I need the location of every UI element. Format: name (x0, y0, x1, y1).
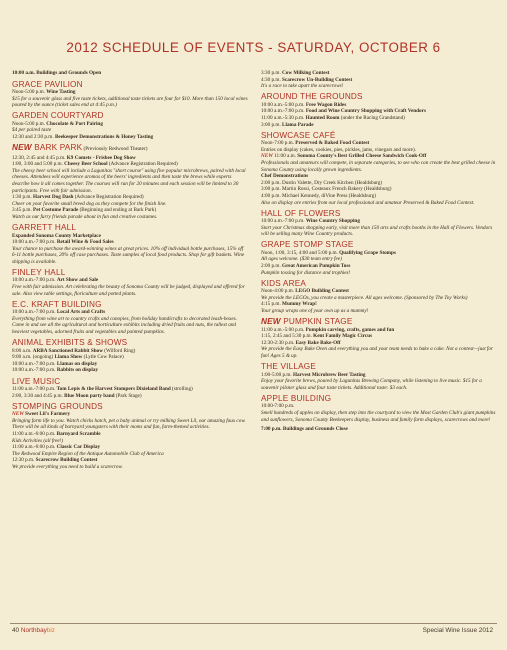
event-section (12, 223, 248, 265)
section-heading (261, 394, 499, 403)
left-column (12, 70, 248, 473)
event-section (261, 279, 499, 315)
event-time: 10:00 a.m.-7:00 p.m. (12, 367, 57, 374)
event-time: 12:30, 2:45 and 4:45 p.m. (12, 154, 67, 161)
event-item (12, 354, 248, 361)
section-heading (12, 80, 248, 89)
event-description: Pumpkin tossing for distance and trophies! (261, 269, 351, 276)
section-note-text: (Previously Redwood Theater) (82, 146, 148, 153)
event-note: (Lytle Cow Palace) (82, 354, 124, 361)
event-item (12, 457, 248, 464)
event-item (12, 309, 248, 316)
event-time: 3:45 p.m. (12, 207, 34, 214)
opening-time: 10:00 a.m. Buildings and Grounds Open (12, 70, 102, 76)
event-title: Beekeeper Demonstrations & Honey Tasting (54, 133, 154, 140)
event-subheading (12, 233, 248, 240)
section-name: AROUND THE GROUNDS (261, 92, 363, 102)
event-title: Scarecrow Un-Building Contest (282, 76, 353, 83)
event-item (12, 444, 248, 451)
section-name: GARRETT HALL (12, 223, 77, 233)
event-note: (Beginning and ending at Bark Park) (78, 207, 157, 214)
section-heading (12, 338, 248, 347)
event-title: Easy Bake Bake-Off (295, 339, 341, 346)
event-title: Free Wagon Rides (305, 101, 347, 108)
event-title: Blue Moon party band (64, 392, 115, 399)
section-name: KIDS AREA (261, 278, 307, 288)
event-title: Rabbits on display (56, 367, 99, 374)
event-section (12, 143, 248, 220)
event-description: Cheer on your favorite small breed dog as they compete for the finish line. (12, 200, 167, 207)
event-time: 2:00 p.m. (261, 263, 283, 270)
event-item (12, 134, 248, 141)
event-item (261, 115, 499, 122)
event-title: Tom Lepis & the Harvest Stompers Dixieland Band (56, 386, 171, 392)
section-heading (261, 362, 499, 371)
event-time: 8:00 a.m. (12, 347, 33, 354)
section-name: GRAPE STOMP STAGE (261, 240, 354, 250)
event-item (12, 194, 248, 201)
event-item (261, 102, 499, 109)
event-title: Kent Family Magic Circus (313, 333, 373, 340)
event-item (12, 207, 248, 214)
event-note: (under the Racing Grandstand) (339, 114, 405, 121)
event-note: (Advance Registration Required) (73, 194, 144, 201)
event-title: Haunted Room (305, 114, 340, 121)
event-time: Noon-5:00 p.m. (12, 89, 47, 95)
event-title: Retail Wine & Food Sales (56, 239, 114, 246)
event-title: Qualifying Grape Stomps (339, 249, 396, 256)
event-title: Food and Wine Country Shopping with Craft Vendors (305, 108, 426, 115)
event-title: Chocolate & Port Pairing (46, 120, 103, 127)
event-section (261, 317, 499, 359)
event-time: 10:00 a.m.-7:00 p.m. (261, 218, 306, 225)
event-description: Everything from wine art to country crafts and canopies, from holiday handicrafts to decorated leash-boxes. Come in and see all the agricultural and horticulture exhibits including dried fruits and nuts, the tallest and heaviest vegetables, adorned fruits and vegetables and painted pumpkins. (12, 315, 237, 336)
event-description: Smell hundreds of apples on display, then step into the courtyard to view the Most Garden Club's giant pumpkins and sunflowers, Sonoma County Beekeepers display, business and family farm displays, scarecrows and more! (261, 409, 496, 423)
event-section (12, 338, 248, 374)
section-name: FINLEY HALL (12, 268, 66, 278)
event-time: 10:00 a.m.-5:00 p.m. (261, 101, 306, 108)
section-name: BARK PARK (34, 143, 83, 153)
event-note: (Advance Registration Required) (107, 161, 178, 168)
event-time: 10:00 a.m.-7:00 p.m. (12, 277, 57, 284)
event-time: 10:00 a.m.-7:00 p.m. (12, 360, 57, 367)
event-section (261, 209, 499, 238)
event-time: 11:00 a.m. (274, 153, 298, 160)
event-section (261, 70, 499, 90)
event-time: Noon-5:00 p.m. (12, 120, 47, 127)
event-title: Llamas on display (56, 360, 98, 367)
event-title: Harvest Microbrew Beer Tasting (293, 371, 366, 378)
footer-left (12, 627, 55, 634)
event-title: Art Show and Sale (56, 277, 99, 284)
event-time: 12:30 and 2:30 p.m. (12, 133, 55, 140)
event-section (12, 402, 248, 471)
event-item (12, 89, 248, 96)
event-description: $4 per paired taste (12, 127, 52, 134)
section-heading (261, 240, 499, 249)
section-name: STOMPING GROUNDS (12, 401, 103, 411)
new-badge: NEW (12, 143, 32, 153)
event-time: 11:00 a.m.-6:00 p.m. (12, 444, 57, 451)
event-time: 3:30 p.m. (261, 70, 283, 76)
section-name: PUMPKIN STAGE (283, 317, 353, 327)
event-description: Professionals and amateurs will compete, in separate categories, to see who can create the best grilled cheese in Sonoma County using locally grown ingredients. (261, 159, 496, 173)
section-heading (12, 143, 248, 154)
event-line: 4:00 p.m. Michael Kennedy, diVine Press (Healdsburg) (261, 192, 376, 199)
event-title: Local Arts and Crafts (56, 309, 106, 316)
event-description: Free with fair admission. Art celebrating the beauty of Sonoma County will be judged, displayed and offered for sale. Also view table settings, floriculture and potted plants. (12, 284, 245, 297)
event-item (12, 393, 248, 400)
event-note: (strolling) (170, 386, 193, 392)
section-heading (261, 92, 499, 101)
event-time: 10:00 a.m.-7:00 p.m. (12, 309, 57, 316)
event-time: 11:00 a.m.-5:00 p.m. (261, 326, 306, 333)
event-subheading (261, 173, 499, 180)
event-item (12, 431, 248, 438)
event-item (261, 122, 499, 129)
event-title: Pet Costume Parade (33, 207, 79, 214)
event-section (12, 300, 248, 336)
event-description: Also on display are entries from our local professional and amateur Preserved & Baked Food Contest. (261, 199, 475, 206)
section-name: APPLE BUILDING (261, 393, 332, 403)
event-item (261, 263, 499, 270)
event-title: Sweet Lil's Farmery (25, 411, 71, 418)
event-time: 11:00 a.m.-5:30 p.m. (261, 114, 306, 121)
event-title: Pumpkin carving, crafts, games and fun (305, 326, 395, 333)
event-section (12, 377, 248, 400)
event-time: Noon, 1:00, 3:15, 4:00 and 5:00 p.m. (261, 249, 340, 256)
section-heading (261, 279, 499, 288)
event-item (261, 77, 499, 84)
section-heading (12, 402, 248, 411)
event-time: Noon-4:00 p.m. (261, 288, 296, 295)
event-title: Llama Parade (282, 121, 314, 128)
event-description: We provide the LEGOs, you create a masterpiece. All ages welcome. (Sponsored by The Toy Works) (261, 294, 468, 301)
section-heading (12, 377, 248, 386)
event-time: 4:15 p.m. (261, 301, 283, 308)
new-badge: NEW (261, 317, 281, 327)
event-time: 2:00, 3:30 and 4:45 p.m. (12, 392, 65, 399)
event-title: Classic Car Display (56, 444, 101, 451)
event-line: 3:00 p.m. Martin Rossi, Costeaux French Bakery (Healdsburg) (261, 186, 392, 193)
event-time: 12:30-2:30 p.m. (261, 339, 296, 346)
event-item (12, 361, 248, 368)
event-time: 1:00-5:00 p.m. (261, 371, 293, 378)
event-time: Noon-7:00 p.m. (261, 140, 296, 147)
event-title: Cow Milking Contest (282, 70, 330, 76)
event-time: 11:00 a.m.-6:00 p.m. (12, 430, 57, 437)
event-description: Bringing farm life to you. Watch chicks hatch, pet a baby animal or try milking Sweet Lil, our amazing faux cow. There will be all kinds of barnyard youngsters with their moms and fun, farm-themed activities. (12, 417, 246, 431)
page-number: 40 (12, 627, 20, 634)
event-title: Harvest Dog Dash (33, 194, 74, 201)
event-section (12, 80, 248, 109)
section-name: HALL OF FLOWERS (261, 208, 341, 218)
event-section (261, 394, 499, 423)
event-item (261, 403, 499, 410)
event-description: Watch as our furry friends parade about in fun and creative costumes. (12, 213, 158, 220)
event-title: Preserved & Baked Food Contest (295, 140, 370, 147)
event-section (12, 111, 248, 140)
event-description: Kids Activities (all free!) (12, 437, 64, 444)
event-item (12, 161, 248, 168)
event-description: Your chance to purchase the award-winning wines at great prices. 10% off individual bottle purchases, 15% off 6-11 bottle purchases, 20% off case purchases. Taste samples of local food products. Shop for gift baskets. Wine shipping is available. (12, 245, 245, 265)
event-title: Cheesy Beer School (64, 161, 108, 168)
section-heading (261, 131, 499, 140)
page-title: 2012 SCHEDULE OF EVENTS - SATURDAY, OCTOBER 6 (66, 40, 441, 55)
event-time: 11:00 a.m.-7:00 p.m. (12, 386, 57, 392)
event-description: Start your Christmas shopping early, visit more than 150 arts and crafts booths in the Hall of Flowers. Vendors will be selling many Wine Country products. (261, 224, 493, 238)
publication-brand: Northbaybiz (20, 627, 55, 634)
new-badge: NEW (12, 411, 24, 418)
event-time: 1:15, 2:45 and 5:30 p.m. (261, 333, 314, 340)
event-title: LEGO Building Contest (295, 288, 349, 295)
event-title: Sonoma County's Best Grilled Cheese Sandwich Cook-Off (297, 153, 427, 160)
event-item (12, 411, 248, 418)
right-column (261, 70, 499, 433)
event-description: It's a race to take apart the scarecrows! (261, 83, 344, 90)
section-name: GRACE PAVILION (12, 79, 83, 89)
event-subheading-text: Chef Demonstrations (261, 173, 309, 180)
event-time: 3:00 p.m. (261, 121, 283, 128)
section-heading (12, 111, 248, 120)
section-heading (261, 209, 499, 218)
event-time: 9:00 a.m. (ongoing) (12, 354, 55, 361)
event-note: (Wilford Ring) (102, 347, 136, 354)
event-description: All ages welcome. ($30 team entry fee) (261, 256, 342, 263)
event-item (261, 70, 499, 77)
section-name: ANIMAL EXHIBITS & SHOWS (12, 338, 128, 348)
event-section (261, 131, 499, 206)
event-item (261, 218, 499, 225)
section-heading (12, 300, 248, 309)
event-title: ARBA Sanctioned Rabbit Show (32, 347, 103, 354)
event-item (261, 153, 499, 160)
event-time: 4:30 p.m. (261, 76, 283, 83)
event-title: Llama Show (54, 354, 83, 361)
event-line: Entries on display (cakes, cookies, pies, pickles, jams, vinegars and more). (261, 146, 417, 153)
event-time: 12:30 p.m. (12, 457, 36, 464)
event-time: 10:00 a.m.-7:00 p.m. (12, 239, 57, 246)
section-name: GARDEN COURTYARD (12, 111, 104, 121)
event-title: K9 Comets - Frisbee Dog Show (66, 154, 136, 161)
event-title: Barnyard Scramble (56, 430, 101, 437)
issue-label: Special Wine Issue 2012 (422, 627, 493, 634)
event-description: $15 for a souvenir glass and five taste tickets, additional taste tickets are four for $10. More than 150 local wines poured by the ounce (ticket sales end at 4:45 p.m.) (12, 95, 248, 109)
event-time: 10:00 a.m.-7:00 p.m. (261, 108, 306, 115)
event-line: 2:00 p.m. Dustin Valette, Dry Creek Kitchen (Healdsburg) (261, 179, 383, 186)
event-item (261, 108, 499, 115)
event-title: Wine Tasting (46, 89, 76, 95)
event-section (261, 92, 499, 128)
section-heading (12, 223, 248, 232)
closing-time (261, 426, 499, 433)
section-heading (12, 268, 248, 277)
event-item (261, 140, 499, 147)
event-description: We provide the Easy Bake Oven and everything you and your team needs to bake a cake. Not a contest—just for fun! Ages 5 & up. (261, 346, 493, 359)
event-title: Scarecrow Building Contest (35, 457, 98, 464)
event-title: Great American Pumpkin Toss (282, 263, 351, 270)
event-item (12, 367, 248, 374)
event-item (12, 386, 248, 393)
new-badge: NEW (261, 153, 273, 160)
event-title: Wine Country Shopping (305, 218, 360, 225)
event-item (261, 333, 499, 340)
event-description: Enjoy your favorite brews, poured by Lagunitas Brewing Company, while listening to live music. $15 for a souvenir pilsner glass and four taste tickets. Additional taste: $3 each. (261, 378, 482, 391)
section-name: THE VILLAGE (261, 362, 316, 372)
event-item (12, 239, 248, 246)
event-section (261, 362, 499, 391)
event-subheading-text: Expanded Sonoma County Marketplace (12, 232, 101, 239)
event-time: 10:00-7:00 p.m. (261, 403, 295, 410)
event-title: Mummy Wrap! (282, 301, 317, 308)
event-section (12, 268, 248, 297)
event-description: The cheesy beer school will include a Lagunitas "short course" using five popular microbrews, paired with local cheeses. Attendees will experience aromas of the beers' ingredients and then taste the brews while experts describe how it all comes together. The courses will run for 20 minutes and each session will be limited to 30 participants. Free with fair admission. (12, 167, 246, 194)
event-description: We provide everything you need to build a scarecrow. (12, 463, 123, 470)
section-heading (261, 317, 499, 326)
closing-text: 7:00 p.m. Buildings and Grounds Close (261, 426, 348, 433)
section-name: SHOWCASE CAFÉ (261, 130, 336, 140)
event-time: 1:00, 3:00 and 5:00 p.m. (12, 161, 65, 168)
event-description: Your group wraps one of your own up as a mummy! (261, 308, 369, 315)
section-name: E.C. KRAFT BUILDING (12, 299, 102, 309)
footer-divider (10, 623, 497, 624)
event-note: (Park Stage) (114, 392, 142, 399)
event-item (261, 288, 499, 295)
event-description: The Redwood Empire Region of the Antique Automobile Club of America (12, 450, 164, 457)
section-name: LIVE MUSIC (12, 376, 61, 386)
event-time: 1:30 p.m. (12, 194, 34, 201)
event-section (261, 240, 499, 276)
event-item (261, 327, 499, 334)
